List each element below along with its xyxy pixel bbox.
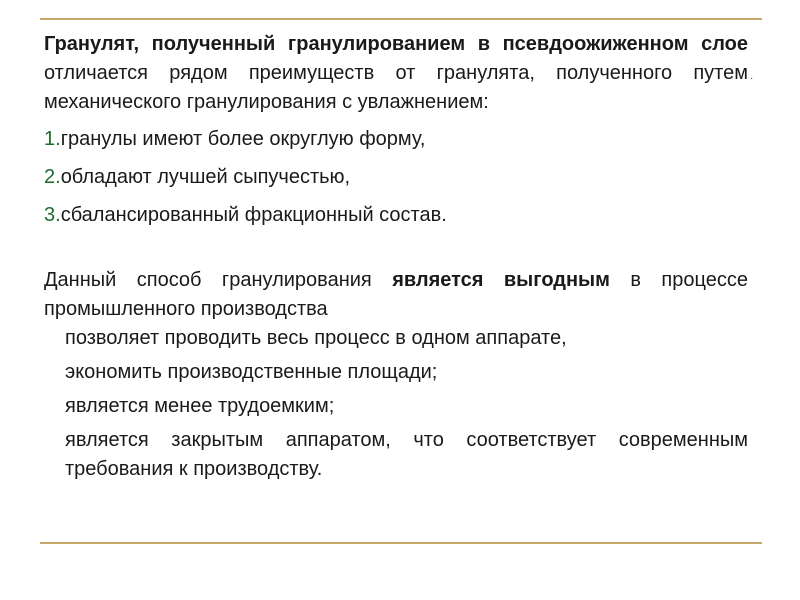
list-item [44, 163, 748, 192]
second-paragraph [44, 266, 748, 324]
bullet-item [44, 324, 748, 353]
list-item [44, 201, 748, 230]
checkbox-bullet-icon [44, 392, 65, 421]
list-number: 2. [44, 166, 61, 188]
checkbox-bullet-icon [44, 358, 65, 387]
bullet-item [44, 392, 748, 421]
intro-rest: отличается рядом преимуществ от гранулята, полученного путем механического гранулирования с увлажнением: [44, 62, 748, 113]
bullet-item [44, 358, 748, 387]
decorative-dot: · [750, 73, 754, 84]
bullet-item-text: является закрытым аппаратом, что соответствует современным требования к производству. [65, 429, 748, 480]
bullet-item-text: позволяет проводить весь процесс в одном аппарате, [65, 327, 567, 349]
intro-paragraph [44, 30, 748, 117]
top-divider [40, 18, 762, 20]
bullet-list [44, 324, 748, 484]
second-after: в процессе промышленного производства [44, 269, 748, 320]
checkbox-bullet-icon [44, 324, 65, 353]
list-item-text: сбалансированный фракционный состав. [60, 204, 447, 226]
list-item-text: обладают лучшей сыпучестью, [60, 166, 351, 188]
second-bold: является выгодным [392, 269, 610, 291]
list-number: 1. [44, 128, 61, 150]
bullet-item-text: экономить производственные площади; [65, 361, 438, 383]
second-before: Данный способ гранулирования [44, 269, 393, 291]
list-item [44, 125, 748, 154]
list-number: 3. [44, 204, 61, 226]
bullet-item [44, 426, 748, 484]
list-item-text: гранулы имеют более округлую форму, [60, 128, 426, 150]
checkbox-bullet-icon [44, 426, 65, 484]
slide-content [44, 30, 748, 489]
intro-bold: Гранулят, полученный гранулированием в псевдоожиженном слое [44, 33, 748, 55]
bullet-item-text: является менее трудоемким; [65, 395, 335, 417]
numbered-list [44, 125, 748, 230]
bottom-divider [40, 542, 762, 544]
